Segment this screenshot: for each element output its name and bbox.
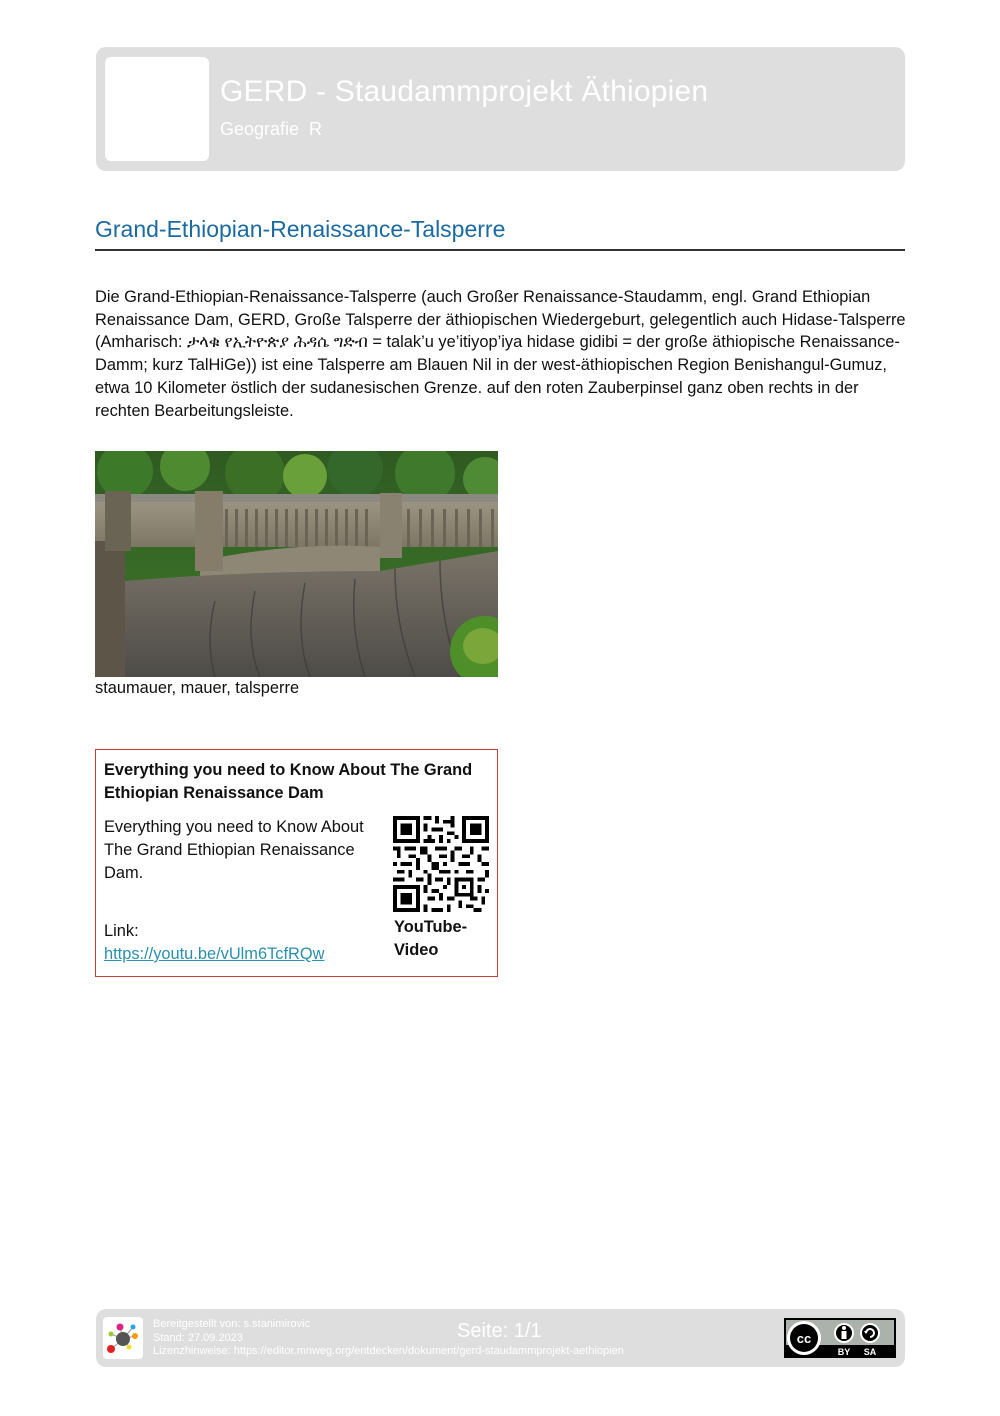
network-logo-icon	[103, 1317, 143, 1359]
body-paragraph: Die Grand-Ethiopian-Renaissance-Talsperre (auch Großer Renaissance-Staudamm, engl. Grand Ethiopian Renaissance Dam, GERD, Große Talsperre der äthiopischen Wiedergeburt, gelegentlich auch Hidase-Talsperre (Amharisch: ታላቁ የኢትዮጵያ ሕዳሴ ግድብ = talak’u ye’itiyop’iya hidase gidibi = der große äthiopische Renaissance-Damm; kurz TalHiGe)) ist eine Talsperre am Blauen Nil in der west-äthiopischen Region Benishangul-Gumuz, etwa 10 Kilometer östlich der sudanesischen Grenze. auf den roten Zauberpinsel ganz oben rechts in der rechten Bearbeitungsleiste.	[95, 288, 906, 420]
link-label: Link:	[104, 922, 139, 940]
qr-label: YouTube-Video	[394, 918, 468, 959]
license-note: Lizenzhinweise: https://editor.mnweg.org/entdecken/dokument/gerd-staudammprojekt-aethiopien	[153, 1345, 624, 1357]
provided-by: Bereitgestellt von: s.stanimirovic	[153, 1318, 311, 1330]
header-logo-placeholder	[105, 57, 209, 161]
dam-photo	[95, 451, 498, 677]
cc-by-sa-icon	[784, 1318, 896, 1358]
document-title: GERD - Staudammprojekt Äthiopien	[220, 75, 709, 108]
video-description: Everything you need to Know About The Grand Ethiopian Renaissance Dam.	[104, 818, 364, 882]
document-header	[96, 47, 905, 171]
video-title: Everything you need to Know About The Grand Ethiopian Renaissance Dam	[104, 761, 473, 802]
section-divider	[95, 249, 905, 251]
date-stamp: Stand: 27.09.2023	[153, 1331, 243, 1344]
video-link[interactable]: https://youtu.be/vUlm6TcfRQw	[104, 945, 325, 963]
page-indicator: Seite: 1/1	[457, 1320, 542, 1342]
cc-by-label: BY	[837, 1347, 851, 1357]
svg-text:cc: cc	[796, 1331, 812, 1346]
document-footer	[96, 1309, 905, 1367]
cc-sa-label: SA	[863, 1347, 877, 1357]
qr-code-icon[interactable]	[393, 816, 489, 912]
photo-caption: staumauer, mauer, talsperre	[95, 679, 300, 697]
video-resource-box	[95, 749, 498, 977]
dam-image	[95, 451, 498, 677]
document-subtitle: Geografie R	[220, 119, 323, 139]
section-heading: Grand-Ethiopian-Renaissance-Talsperre	[95, 216, 506, 242]
footer-meta	[153, 1318, 624, 1359]
